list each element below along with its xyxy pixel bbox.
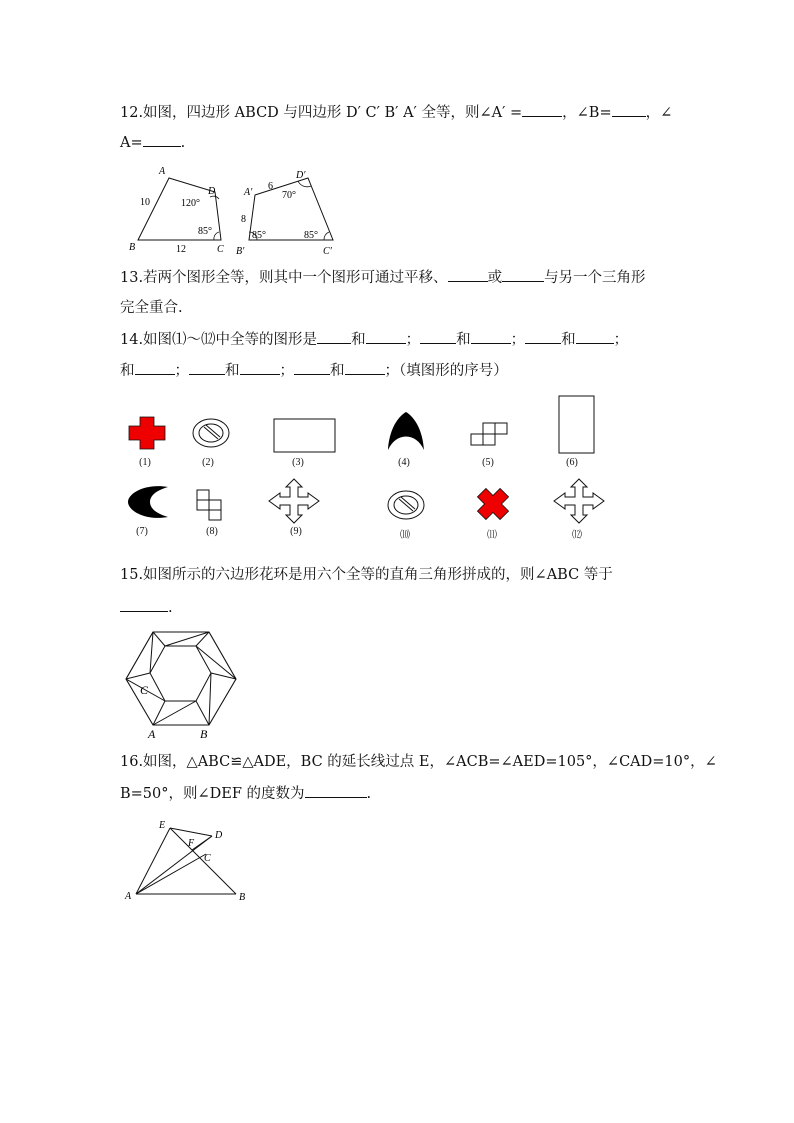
q14-and: 和 <box>225 363 240 379</box>
label-A-prime: A′ <box>244 187 253 198</box>
q14-blank-9[interactable] <box>240 360 280 375</box>
q12-blank-3[interactable] <box>143 132 181 147</box>
q12-line2 <box>120 132 185 153</box>
label-B: B <box>239 892 246 903</box>
shape-5-squares <box>470 422 510 446</box>
shape-label-4: (4) <box>398 457 410 468</box>
shape-8-squares <box>196 489 224 523</box>
shape-11-red-cross <box>472 484 514 524</box>
q13-mid: 或 <box>487 270 503 286</box>
q12-blank-1[interactable] <box>522 102 562 117</box>
shape-4-arch <box>386 410 426 452</box>
shape-6-tall-rectangle <box>558 395 596 455</box>
q13-line2 <box>120 298 183 318</box>
q12-end: . <box>180 135 186 151</box>
side-ab-prime: 8 <box>241 214 246 225</box>
q13-blank-1[interactable] <box>448 267 488 282</box>
q16-triangle-figure <box>122 816 256 904</box>
shape-label-6: (6) <box>566 457 578 468</box>
label-C: C <box>204 853 211 864</box>
side-bc: 12 <box>176 244 186 255</box>
q13-line1 <box>120 267 646 288</box>
shape-label-2: (2) <box>202 457 214 468</box>
q14-blank-11[interactable] <box>345 360 385 375</box>
label-C: C <box>217 244 224 255</box>
label-C: C <box>140 683 149 697</box>
q14-blank-2[interactable] <box>366 329 406 344</box>
q15-blank[interactable] <box>120 597 168 612</box>
q14-and: 和 <box>456 332 471 348</box>
shape-3-rectangle <box>273 418 337 454</box>
q12-prefix: 12.如图，四边形 ABCD 与四边形 D′ C′ B′ A′ 全等，则∠A′ = <box>120 105 523 121</box>
q14-line1 <box>120 329 628 350</box>
q14-sep: ； <box>510 332 526 348</box>
q14-and: 和 <box>120 363 135 379</box>
q14-blank-3[interactable] <box>420 329 456 344</box>
shape-label-5: (5) <box>482 457 494 468</box>
shape-label-3: (3) <box>292 457 304 468</box>
q16-line2-text: B=50°，则∠DEF 的度数为 <box>120 786 305 802</box>
q12-line1 <box>120 102 672 123</box>
q12-figure <box>118 162 348 258</box>
angle-d: 120° <box>181 198 200 209</box>
q12-mid2: ，∠ <box>645 105 673 121</box>
label-D: D <box>208 186 216 197</box>
label-D-prime: D′ <box>296 170 306 181</box>
q16-line1-text: 16.如图，△ABC≌△ADE，BC 的延长线过点 E，∠ACB=∠AED=105°，∠CAD=10°，∠ <box>120 754 717 770</box>
shape-label-11: ⑾ <box>487 530 497 541</box>
shape-label-7: (7) <box>136 526 148 537</box>
shape-label-10: ⑽ <box>400 530 410 541</box>
label-D: D <box>215 830 223 841</box>
q16-blank[interactable] <box>305 783 367 798</box>
angle-c-prime: 85° <box>304 230 318 241</box>
q15-end: . <box>168 600 173 616</box>
label-C-prime: C′ <box>323 246 332 257</box>
shape-12-arrows <box>553 478 605 524</box>
q14-and: 和 <box>561 332 576 348</box>
q14-sep: ； <box>613 332 629 348</box>
q13-blank-2[interactable] <box>502 267 544 282</box>
q15-text: 15.如图所示的六边形花环是用六个全等的直角三角形拼成的，则∠ABC 等于 <box>120 567 613 583</box>
shape-label-1: (1) <box>139 457 151 468</box>
shape-7-crescent <box>126 485 170 519</box>
label-A: A <box>125 891 132 902</box>
q13-prefix: 13.若两个图形全等，则其中一个图形可通过平移、 <box>120 270 448 286</box>
shape-10-no-sign <box>386 489 426 521</box>
shape-2-no-sign <box>191 417 231 449</box>
q15-line2 <box>120 597 173 618</box>
q14-blank-1[interactable] <box>317 329 351 344</box>
q14-blank-7[interactable] <box>135 360 175 375</box>
q15-line1 <box>120 565 613 585</box>
shape-9-arrows <box>268 478 320 524</box>
q14-blank-4[interactable] <box>471 329 511 344</box>
side-ad-prime: 6 <box>268 181 273 192</box>
label-A: A <box>148 727 156 740</box>
label-B-prime: B′ <box>236 246 245 257</box>
q16-end: . <box>366 786 372 802</box>
q15-hexagon-figure <box>122 628 240 740</box>
label-E: E <box>159 820 166 831</box>
q14-sep: ； <box>405 332 421 348</box>
q14-and: 和 <box>330 363 345 379</box>
label-A: A <box>159 166 166 177</box>
q14-sep: ； <box>279 363 294 379</box>
q14-blank-6[interactable] <box>576 329 614 344</box>
q14-and: 和 <box>351 332 366 348</box>
label-B: B <box>200 727 208 740</box>
shape-label-9: (9) <box>290 526 302 537</box>
side-ab: 10 <box>140 197 150 208</box>
q13-suffix: 与另一个三角形 <box>544 270 646 286</box>
q14-sep: ； <box>174 363 189 379</box>
q14-suffix: （填图形的序号） <box>399 363 508 379</box>
q12-mid1: ，∠B= <box>562 105 612 121</box>
angle-c: 85° <box>198 226 212 237</box>
shape-1-red-cross <box>128 416 166 450</box>
angle-b-prime: 85° <box>252 230 266 241</box>
q16-line2 <box>120 783 371 804</box>
q14-sep: ； <box>384 363 399 379</box>
q12-line2-text: A= <box>120 135 143 151</box>
q14-prefix: 14.如图⑴～⑿中全等的图形是 <box>120 332 318 348</box>
angle-d-prime: 70° <box>282 190 296 201</box>
label-F: F <box>188 838 195 849</box>
q16-line1 <box>120 752 717 772</box>
q14-blank-10[interactable] <box>294 360 330 375</box>
q14-line2 <box>120 360 508 381</box>
shape-label-12: ⑿ <box>572 530 582 541</box>
q14-blank-8[interactable] <box>189 360 225 375</box>
q12-blank-2[interactable] <box>612 102 646 117</box>
label-B: B <box>129 242 136 253</box>
q14-blank-5[interactable] <box>525 329 561 344</box>
q13-line2-text: 完全重合. <box>120 300 183 316</box>
shape-label-8: (8) <box>206 526 218 537</box>
